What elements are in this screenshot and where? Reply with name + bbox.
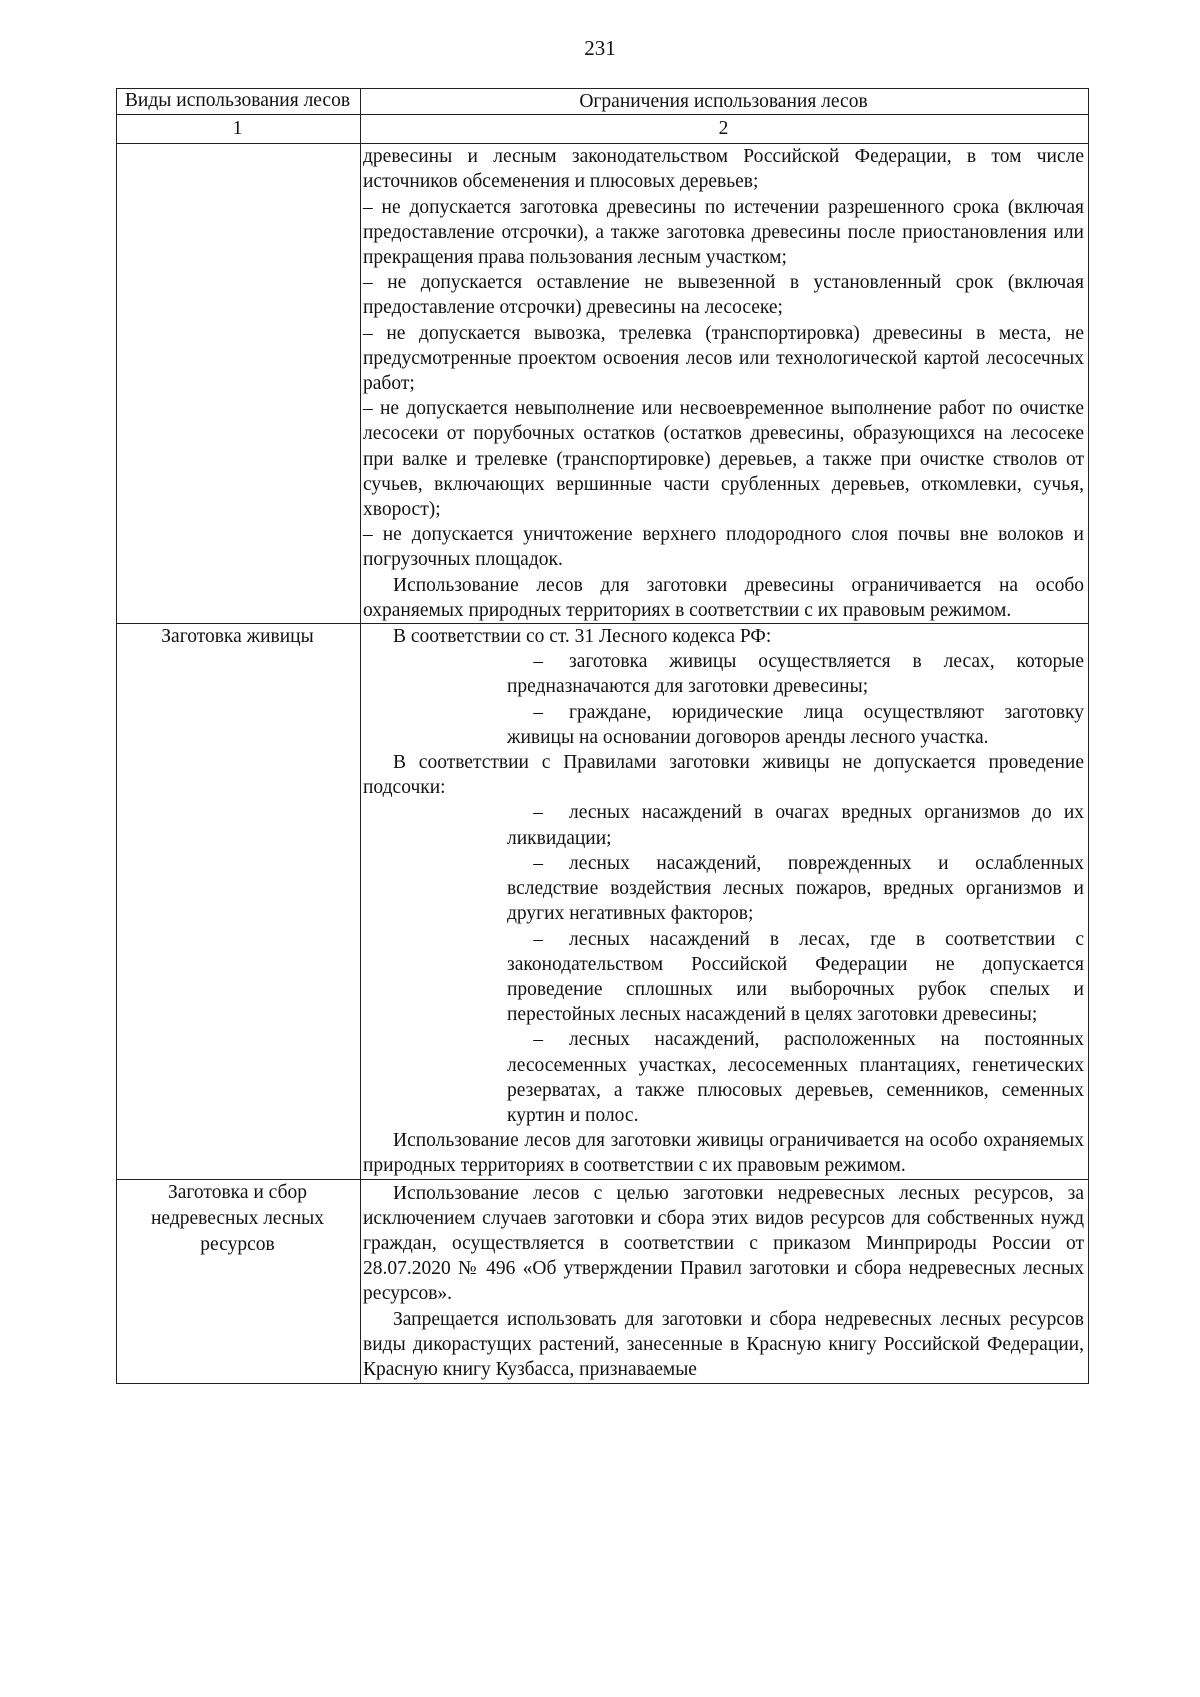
paragraph: – не допускается невыполнение или несвоевременное выполнение работ по очистке лесосеки от порубочных остатков (остатков древесины, образующихся на лесосеке при валке и трелевке (транспортировке) деревьев, а также при очистке стволов от сучьев, включающих вершинные части срубленных деревьев, откомлевки, сучья, хворост); xyxy=(363,398,1084,521)
paragraph: В соответствии с Правилами заготовки живицы не допускается проведение подсочки: xyxy=(363,752,1084,799)
paragraph: Запрещается использовать для заготовки и сбора недревесных лесных ресурсов виды дикорастущих растений, занесенные в Красную книгу Российской Федерации, Красную книгу Кузбасса, признаваемые xyxy=(363,1308,1084,1380)
list-item-text: лесных насаждений, поврежденных и ослабленных вследствие воздействия лесных пожаров, вредных организмов и других негативных факторов; xyxy=(507,852,1084,925)
dash-bullet: – xyxy=(533,928,543,950)
dash-list xyxy=(363,800,1084,1128)
list-item xyxy=(507,800,1084,850)
table-row xyxy=(117,1179,1089,1384)
list-item-text: лесных насаждений, расположенных на постоянных лесосеменных участках, лесосеменных плантациях, генетических резерватах, а также плюсовых деревьев, семенников, семенных куртин и полос. xyxy=(507,1029,1084,1126)
list-item-text: лесных насаждений в лесах, где в соответствии с законодательством Российской Федерации не допускается проведение сплошных или выборочных рубок спелых и перестойных лесных насаждений в целях заготовки древесины; xyxy=(507,928,1084,1026)
paragraph: – не допускается оставление не вывезенной в установленный срок (включая предоставление отсрочки) древесины на лесосеке; xyxy=(363,272,1084,319)
use-kind-cell: Заготовка живицы xyxy=(117,624,361,1179)
paragraph: В соответствии со ст. 31 Лесного кодекса РФ: xyxy=(393,626,772,648)
dash-bullet: – xyxy=(533,1029,543,1051)
column-number-row xyxy=(117,115,1089,144)
list-item xyxy=(507,851,1084,927)
list-item xyxy=(507,700,1084,750)
list-item xyxy=(507,1027,1084,1128)
restrictions-cell xyxy=(361,144,1089,624)
paragraph: – не допускается вывозка, трелевка (транспортировка) древесины в места, не предусмотренные проектом освоения лесов или технологической картой лесосечных работ; xyxy=(363,322,1084,395)
restrictions-cell xyxy=(361,624,1089,1179)
paragraph: Использование лесов с целью заготовки недревесных лесных ресурсов, за исключением случаев заготовки и сбора этих видов ресурсов для собственных нужд граждан, осуществляется в соответствии с приказом Минприроды России от 28.07.2020 № 496 «Об утверждении Правил заготовки и сбора недревесных лесных ресурсов». xyxy=(363,1182,1084,1305)
table-header-row xyxy=(117,89,1089,115)
header-restrictions: Ограничения использования лесов xyxy=(361,89,1089,115)
dash-list xyxy=(363,649,1084,750)
use-kind-cell xyxy=(117,144,361,624)
column-number-2: 2 xyxy=(361,115,1089,144)
paragraph: Использование лесов для заготовки живицы ограничивается на особо охраняемых природных территориях в соответствии с их правовым режимом. xyxy=(363,1130,1084,1177)
restrictions-cell xyxy=(361,1179,1089,1384)
list-item-text: заготовка живицы осуществляется в лесах, которые предназначаются для заготовки древесины; xyxy=(507,651,1084,698)
page-number: 231 xyxy=(584,36,616,60)
list-item-text: граждане, юридические лица осуществляют заготовку живицы на основании договоров аренды лесного участка. xyxy=(507,701,1084,748)
paragraph: – не допускается заготовка древесины по истечении разрешенного срока (включая предоставление отсрочки), а также заготовка древесины после приостановления или прекращения права пользования лесным участком; xyxy=(363,196,1084,269)
dash-bullet: – xyxy=(533,852,543,874)
dash-bullet: – xyxy=(533,802,543,824)
paragraph: древесины и лесным законодательством Российской Федерации, в том числе источников обсеменения и плюсовых деревьев; xyxy=(363,146,1084,193)
use-kind-cell: Заготовка и сбор недревесных лесных ресурсов xyxy=(117,1179,361,1384)
table-row xyxy=(117,144,1089,624)
table-row xyxy=(117,624,1089,1179)
column-number-1: 1 xyxy=(117,115,361,144)
list-item-text: лесных насаждений в очагах вредных организмов до их ликвидации; xyxy=(507,802,1084,849)
forest-use-restrictions-table xyxy=(116,88,1089,1384)
list-item xyxy=(507,649,1084,699)
dash-bullet: – xyxy=(533,701,543,723)
dash-bullet: – xyxy=(533,651,543,673)
header-use-kinds: Виды использования лесов xyxy=(117,89,361,115)
paragraph: – не допускается уничтожение верхнего плодородного слоя почвы вне волоков и погрузочных площадок. xyxy=(363,524,1084,571)
paragraph: Использование лесов для заготовки древесины ограничивается на особо охраняемых природных территориях в соответствии с их правовым режимом. xyxy=(363,574,1084,621)
list-item xyxy=(507,927,1084,1028)
